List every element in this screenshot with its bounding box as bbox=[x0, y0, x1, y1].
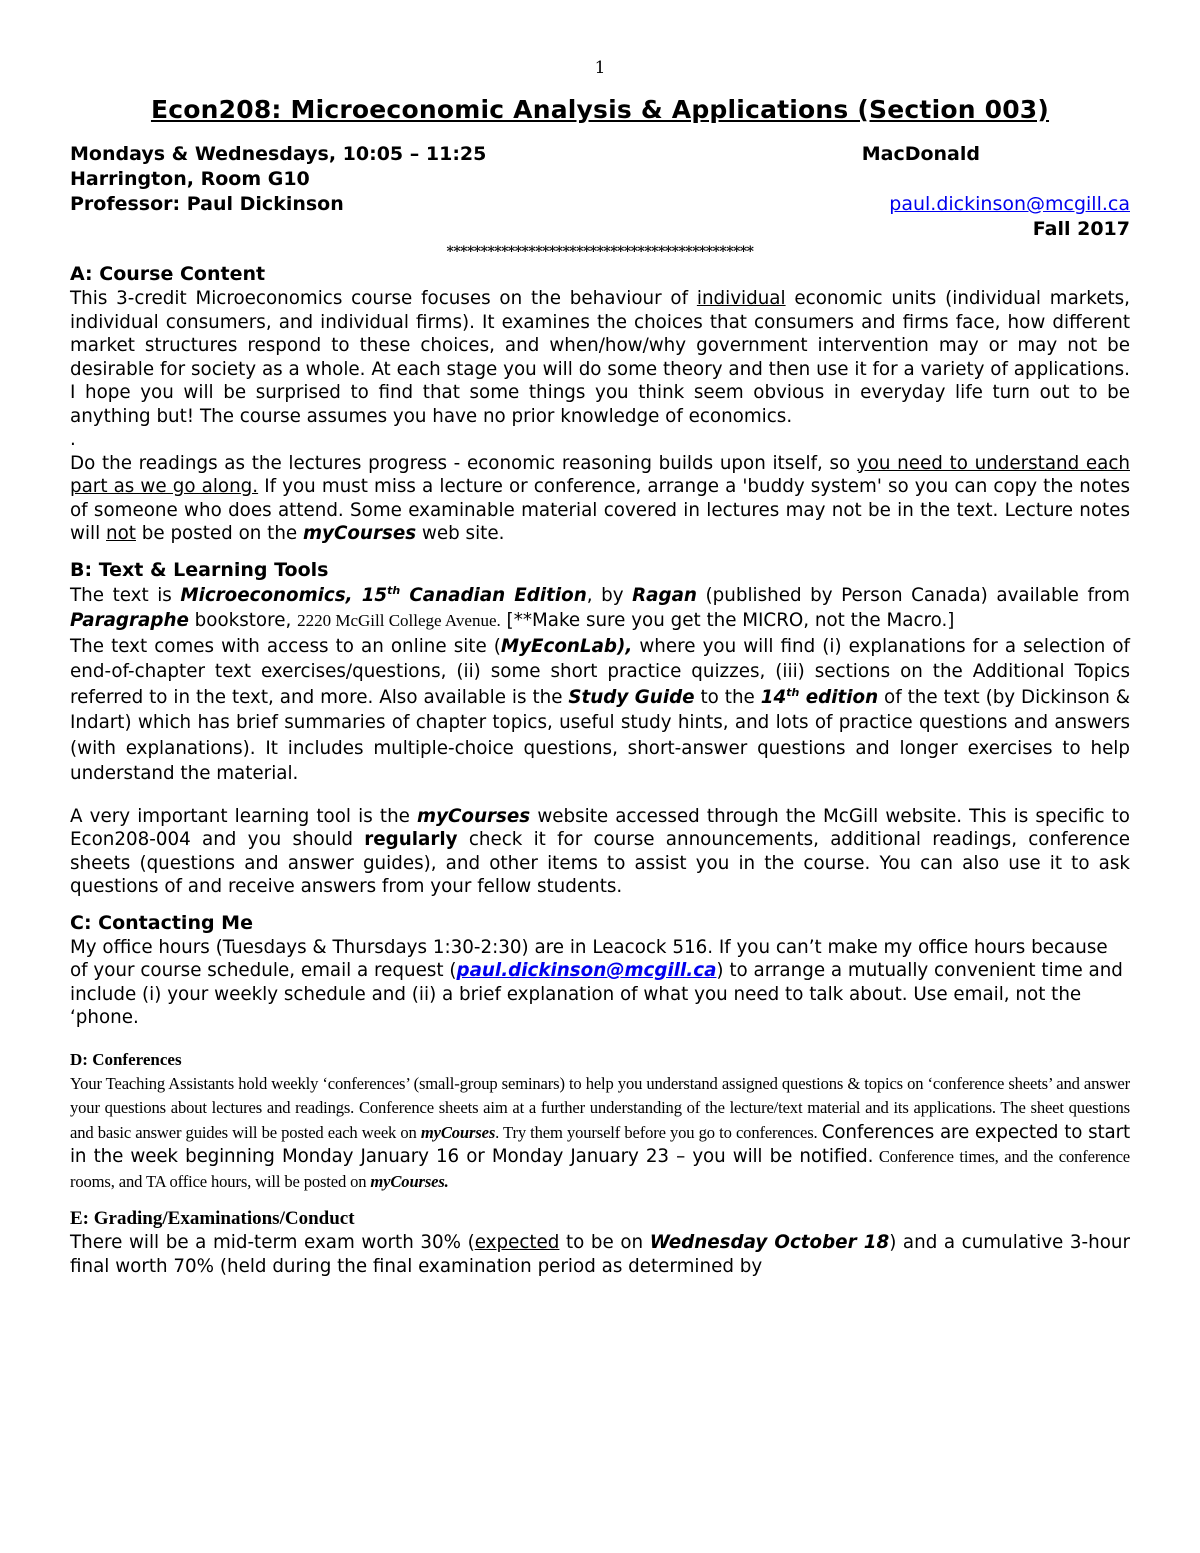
section-b bbox=[70, 558, 1130, 899]
section-c bbox=[70, 911, 1130, 1030]
section-e bbox=[70, 1206, 1130, 1278]
page-number: 1 bbox=[594, 58, 606, 78]
room: Harrington, Room G10 bbox=[70, 168, 310, 190]
section-b-heading: B: Text & Learning Tools bbox=[70, 558, 329, 581]
divider: ********************************************* bbox=[446, 244, 754, 260]
section-a-paragraph-2: Do the readings as the lectures progress - economic reasoning builds upon itself, so you need to understand each part as we go along. If you must miss a lecture or conference, arrange a 'buddy system' so you can copy the notes of someone who does attend. Some examinable material covered in lectures may not be in the text. Lecture notes will not be posted on the myCourses web site. bbox=[70, 452, 1130, 544]
professor: Professor: Paul Dickinson bbox=[70, 193, 344, 215]
section-e-heading: E: Grading/Examinations/Conduct bbox=[70, 1208, 355, 1229]
section-d-heading: D: Conferences bbox=[70, 1049, 182, 1069]
page-title: Econ208: Microeconomic Analysis & Applications (Section 003) bbox=[150, 95, 1050, 124]
term: Fall 2017 bbox=[1032, 218, 1130, 240]
section-d bbox=[70, 1048, 1130, 1195]
section-a-heading: A: Course Content bbox=[70, 263, 266, 285]
contact-email-link[interactable]: paul.dickinson@mcgill.ca bbox=[456, 960, 717, 981]
section-b-paragraph-3: A very important learning tool is the myCourses website accessed through the McGill website. This is specific to Econ208-004 and you should regularly check it for course announcements, additional readings, conference sheets (questions and answer guides), and other items to assist you in the course. You can also use it to ask questions of and receive answers from your fellow students. bbox=[70, 805, 1130, 897]
section-c-heading: C: Contacting Me bbox=[70, 911, 253, 934]
schedule: Mondays & Wednesdays, 10:05 – 11:25 bbox=[70, 143, 487, 165]
section-a-paragraph-1: This 3-credit Microeconomics course focuses on the behaviour of individual economic units (individual markets, individual consumers, and individual firms). It examines the choices that consumers and firms face, how different market structures respond to these choices, and when/how/why government intervention may or may not be desirable for society as a whole. At each stage you will do some theory and then use it for a variety of applications. I hope you will be surprised to find that some things you think seem obvious in everyday life turn out to be anything but! The course assumes you have no prior knowledge of economics. bbox=[70, 288, 1130, 427]
section-c-paragraph-1: My office hours (Tuesdays & Thursdays 1:30-2:30) are in Leacock 516. If you can’t make my office hours because of your course schedule, email a request (paul.dickinson@mcgill.ca) to arrange a mutually convenient time and include (i) your weekly schedule and (ii) a brief explanation of what you need to talk about. Use email, not the ‘phone. bbox=[70, 936, 1123, 1028]
email-link[interactable]: paul.dickinson@mcgill.ca bbox=[889, 193, 1130, 215]
section-b-paragraph-2: The text comes with access to an online site (MyEconLab), where you will find (i) explanations for a selection of end-of-chapter text exercises/questions, (ii) some short practice quizzes, (iii) sections on the Additional Topics referred to in the text, and more. Also available is the Study Guide to the 14th edition of the text (by Dickinson & Indart) which has brief summaries of chapter topics, useful study hints, and lots of practice questions and answers (with explanations). It includes multiple-choice questions, short-answer questions and longer exercises to help understand the material. bbox=[70, 635, 1131, 784]
section-d-paragraph-1: Your Teaching Assistants hold weekly ‘conferences’ (small-group seminars) to help you understand assigned questions & topics on ‘conference sheets’ and answer your questions about lectures and readings. Conference sheets aim at a further understanding of the lecture/text material and its applications. The sheet questions and basic answer guides will be posted each week on myCourses. Try them yourself before you go to conferences. Conferences are expected to start in the week beginning Monday January 16 or Monday January 23 – you will be notified. Conference times, and the conference rooms, and TA office hours, will be posted on myCourses. bbox=[70, 1073, 1131, 1191]
section-a-dot: . bbox=[70, 429, 76, 450]
building: MacDonald bbox=[861, 143, 980, 165]
section-a bbox=[70, 262, 1130, 546]
section-b-paragraph-1: The text is Microeconomics, 15th Canadian Edition, by Ragan (published by Person Canada) available from Paragraphe bookstore, 2220 McGill College Avenue. [**Make sure you get the MICRO, not the Macro.] bbox=[70, 583, 1130, 631]
section-e-paragraph-1: There will be a mid-term exam worth 30% (expected to be on Wednesday October 18) and a cumulative 3-hour final worth 70% (held during the final examination period as determined by bbox=[70, 1232, 1130, 1277]
course-header bbox=[70, 142, 1130, 262]
